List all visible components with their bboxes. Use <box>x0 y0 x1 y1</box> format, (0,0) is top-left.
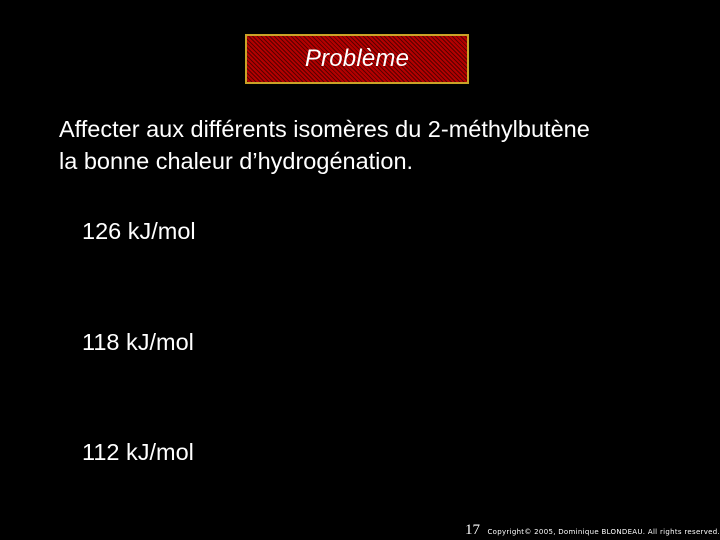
slide-title-box <box>245 34 469 84</box>
heat-value-112: 112 kJ/mol <box>82 439 194 465</box>
slide-title: Problème <box>304 45 410 72</box>
page-number: 17 <box>465 522 480 538</box>
heat-value-118: 118 kJ/mol <box>82 329 194 355</box>
problem-statement <box>59 113 709 177</box>
slide-footer <box>465 521 720 539</box>
copyright-notice: Copyright© 2005, Dominique BLONDEAU. All rights reserved. <box>487 528 720 536</box>
problem-statement-line-1: Affecter aux différents isomères du 2-méthylbutène <box>59 116 590 142</box>
problem-statement-line-2: la bonne chaleur d’hydrogénation. <box>59 148 414 174</box>
heat-value-126: 126 kJ/mol <box>82 218 196 244</box>
